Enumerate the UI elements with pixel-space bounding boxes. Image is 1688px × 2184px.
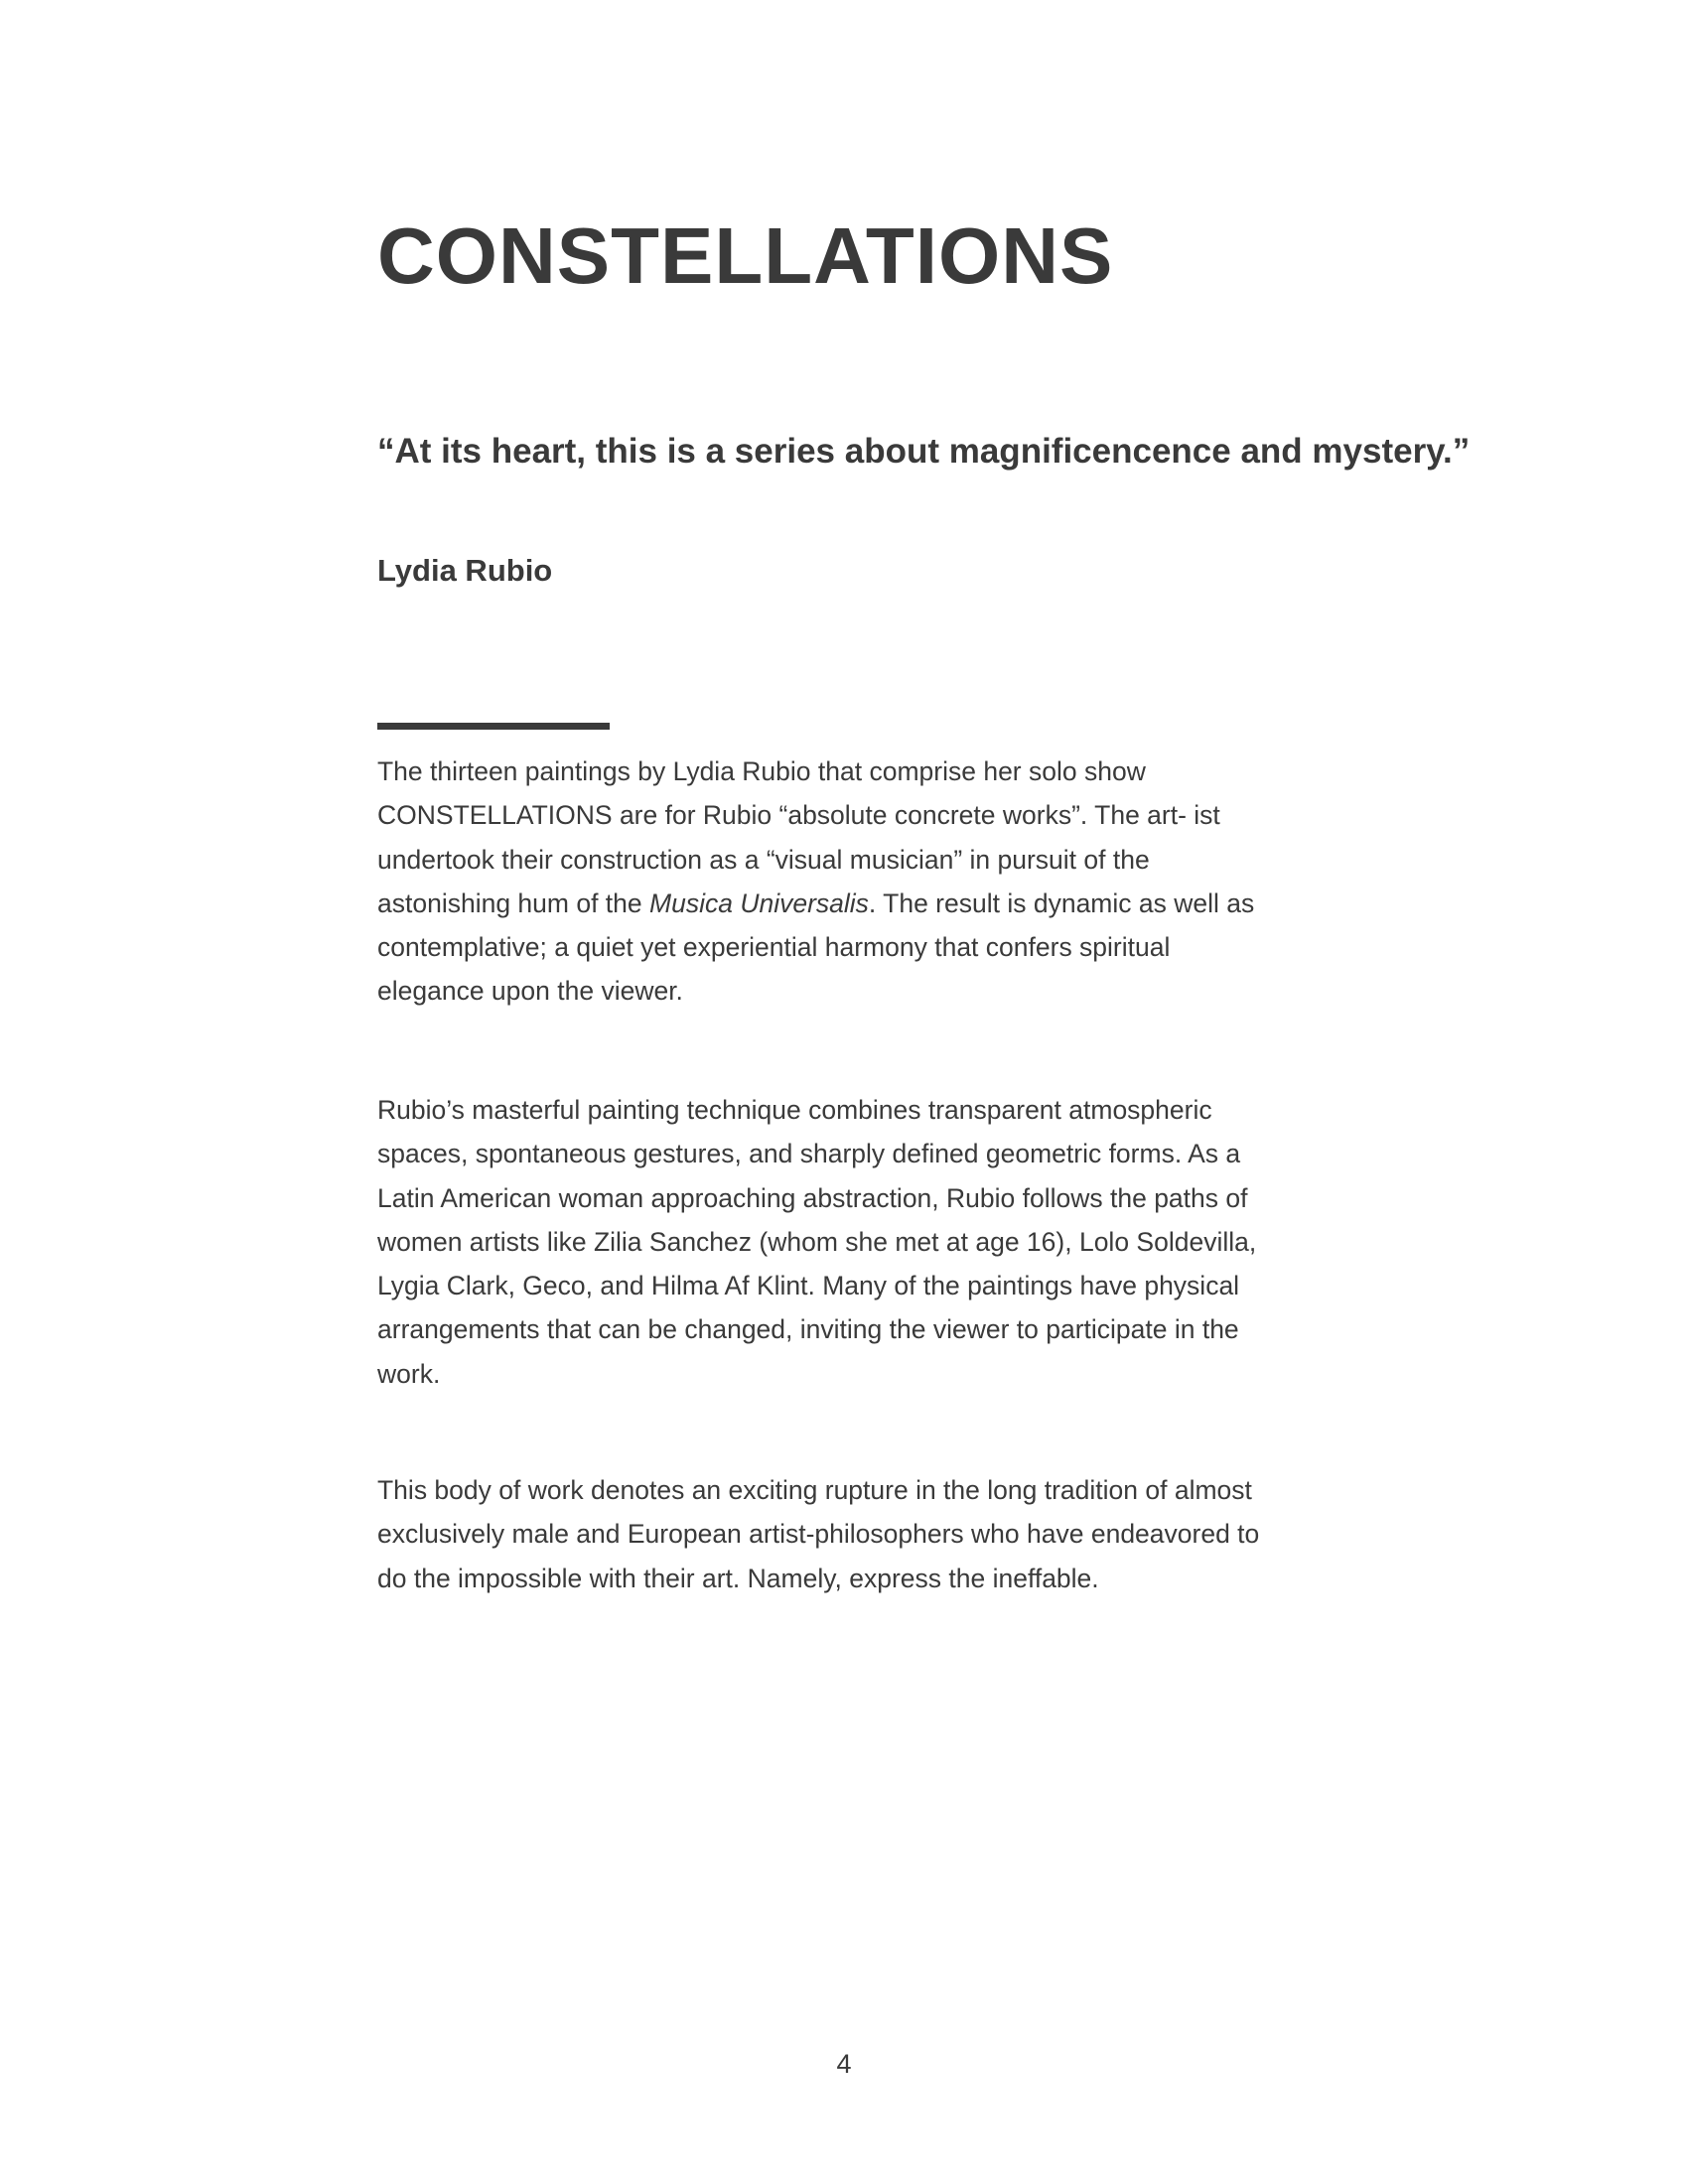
quote-author: Lydia Rubio bbox=[377, 553, 553, 588]
paragraph-2-text: Rubio’s masterful painting technique combines transparent atmospheric spaces, spontaneous gestures, and sharply defined geometric forms. As a Latin American woman approaching abstraction, Rubio follows the paths of women artists like Zilia Sanchez (whom she met at age 16), Lolo Soldevilla, Lygia Clark, Geco, and Hilma Af Klint. Many of the paintings have physical arrangements that can be changed, inviting the viewer to participate in the work. bbox=[377, 1095, 1257, 1389]
paragraph-1-text-a: The thirteen paintings by Lydia Rubio that comprise her solo show CONSTELLATIONS are for Rubio “absolute concrete works”. The art- ist undertook their construction as a “visual musician” in pursuit of the astonishing hum of the bbox=[377, 756, 1220, 918]
paragraph-1-text-b: . The result is dynamic as well as contemplative; a quiet yet experiential harmony that confers spiritual elegance upon the viewer. bbox=[377, 887, 1255, 1007]
body-paragraph-3 bbox=[377, 1468, 1271, 1600]
page-number: 4 bbox=[836, 2049, 852, 2079]
pull-quote: “At its heart, this is a series about magnificencence and mystery.” bbox=[377, 432, 1471, 471]
body-paragraph-2 bbox=[377, 1088, 1271, 1396]
body-paragraph-1 bbox=[377, 750, 1271, 1014]
paragraph-3-text: This body of work denotes an exciting rupture in the long tradition of almost exclusively male and European artist-philosophers who have endeavored to do the impossible with their art. Namely, express the ineffable. bbox=[377, 1475, 1260, 1593]
page-title: CONSTELLATIONS bbox=[377, 211, 1114, 300]
paragraph-1-italic-title: Musica Universalis bbox=[649, 887, 869, 918]
section-divider bbox=[377, 723, 610, 730]
